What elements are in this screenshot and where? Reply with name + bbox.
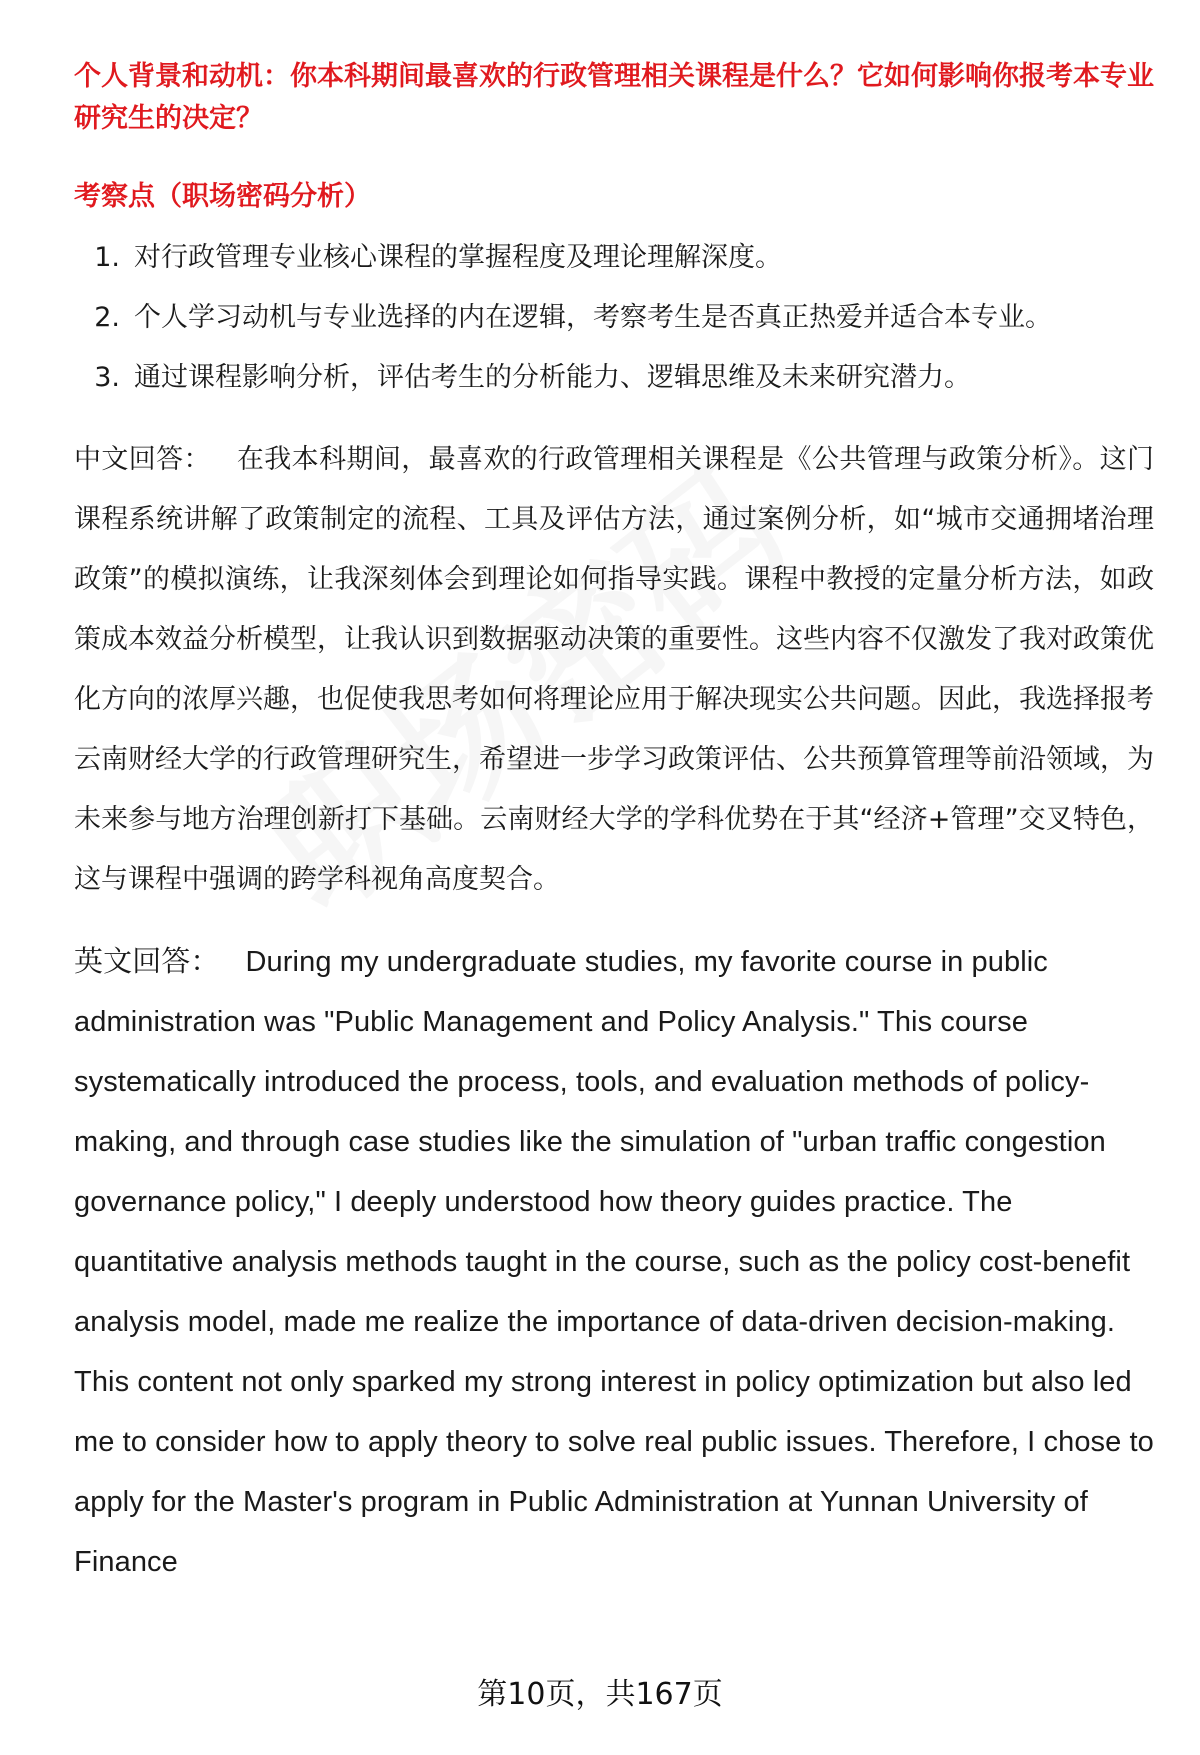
assessment-points-list: [74, 238, 1154, 398]
list-text: 对行政管理专业核心课程的掌握程度及理论理解深度。: [134, 242, 782, 273]
list-item: [74, 298, 1154, 338]
list-number: 1.: [94, 242, 120, 273]
page-number-footer: 第10页，共167页: [477, 1677, 723, 1712]
section-title: 考察点（职场密码分析）: [74, 181, 371, 212]
list-item: [74, 238, 1154, 278]
list-number: 3.: [94, 362, 120, 393]
english-answer-text: During my undergraduate studies, my favorite course in public administration was "Public Management and Policy Analysis." This course systematically introduced the process, tools, and evaluation methods of policy-making, and through case studies like the simulation of "urban traffic congestion governance policy," I deeply understood how theory guides practice. The quantitative analysis methods taught in the course, such as the policy cost-benefit analysis model, made me realize the importance of data-driven decision-making. This content not only sparked my strong interest in policy optimization but also led me to consider how to apply theory to solve real public issues. Therefore, I chose to apply for the Master's program in Public Administration at Yunnan University of Finance: [74, 946, 1154, 1578]
english-answer: [74, 932, 1154, 1592]
chinese-answer: [74, 430, 1154, 910]
english-answer-label: 英文回答：: [74, 946, 220, 978]
list-text: 通过课程影响分析，评估考生的分析能力、逻辑思维及未来研究潜力。: [134, 362, 971, 393]
list-number: 2.: [94, 302, 120, 333]
chinese-answer-text: 在我本科期间，最喜欢的行政管理相关课程是《公共管理与政策分析》。这门课程系统讲解了政策制定的流程、工具及评估方法，通过案例分析，如“城市交通拥堵治理政策”的模拟演练，让我深刻体会到理论如何指导实践。课程中教授的定量分析方法，如政策成本效益分析模型，让我认识到数据驱动决策的重要性。这些内容不仅激发了我对政策优化方向的浓厚兴趣，也促使我思考如何将理论应用于解决现实公共问题。因此，我选择报考云南财经大学的行政管理研究生，希望进一步学习政策评估、公共预算管理等前沿领域，为未来参与地方治理创新打下基础。云南财经大学的学科优势在于其“经济+管理”交叉特色，这与课程中强调的跨学科视角高度契合。: [74, 444, 1155, 895]
document-page: [74, 56, 1154, 1614]
list-text: 个人学习动机与专业选择的内在逻辑，考察考生是否真正热爱并适合本专业。: [134, 302, 1052, 333]
question-heading: 个人背景和动机：你本科期间最喜欢的行政管理相关课程是什么？它如何影响你报考本专业研究生的决定？: [74, 61, 1154, 134]
list-item: [74, 358, 1154, 398]
chinese-answer-label: 中文回答：: [74, 444, 211, 475]
